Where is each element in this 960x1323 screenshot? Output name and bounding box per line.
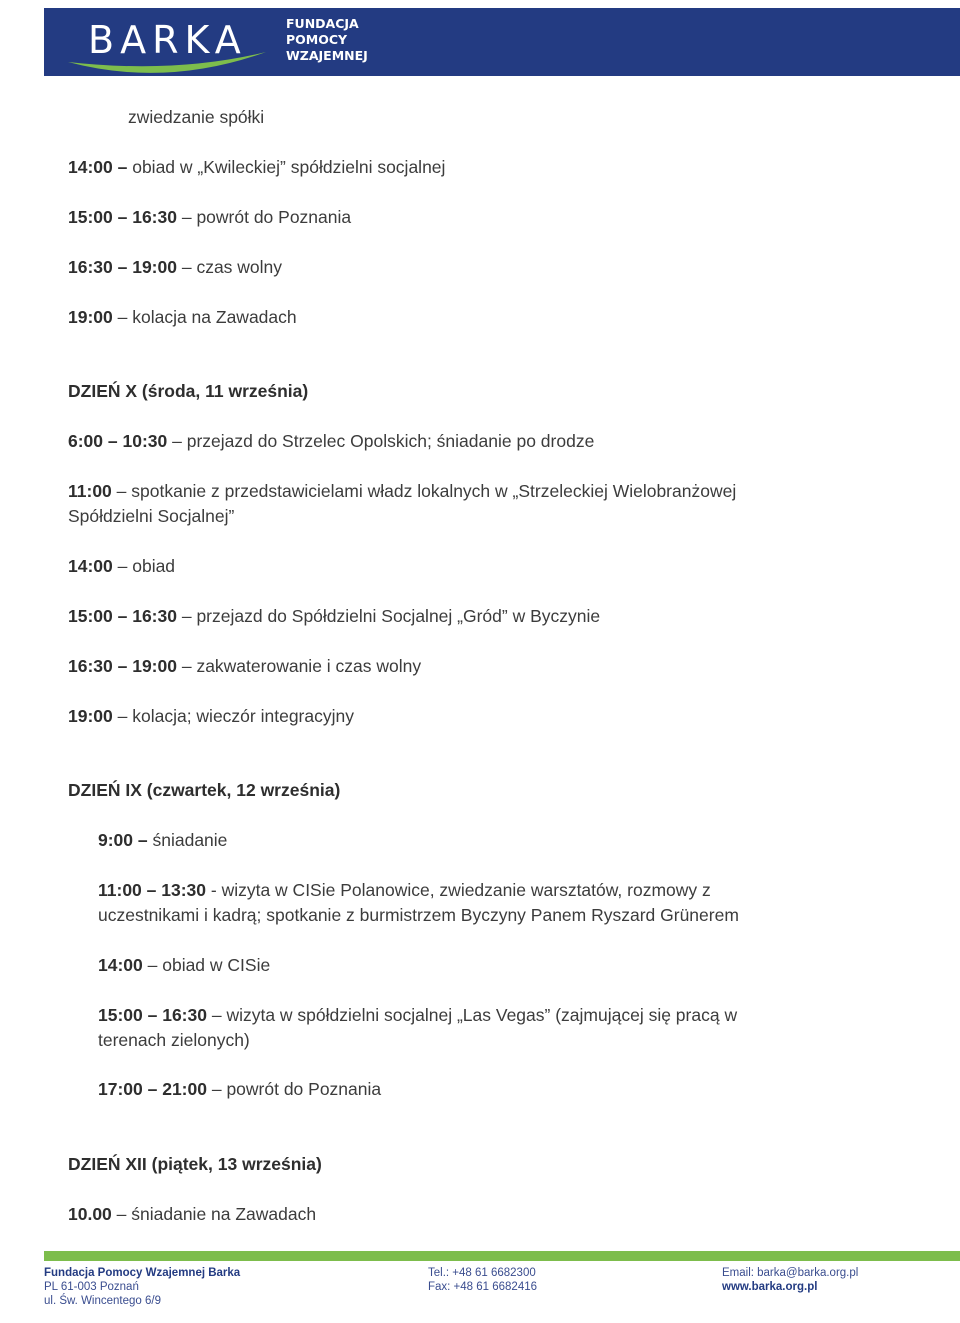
day-heading: DZIEŃ IX (czwartek, 12 września)	[68, 780, 341, 800]
schedule-item: 9:00 – śniadanie	[98, 830, 228, 850]
schedule-item: 10.00 – śniadanie na Zawadach	[68, 1204, 317, 1224]
schedule-item: 14:00 – obiad	[68, 556, 176, 576]
foundation-line-1: FUNDACJA	[286, 16, 359, 31]
footer-address-1: PL 61-003 Poznań	[44, 1281, 139, 1293]
barka-logo-text: BARKA	[88, 18, 247, 62]
schedule-item: 15:00 – 16:30 – przejazd do Spółdzielni Socjalnej „Gród” w Byczynie	[68, 606, 601, 626]
schedule-item: 19:00 – kolacja na Zawadach	[68, 307, 297, 327]
footer-address-2: ul. Św. Wincentego 6/9	[44, 1295, 161, 1307]
footer-fax: Fax: +48 61 6682416	[428, 1281, 538, 1293]
header-banner	[44, 8, 960, 76]
footer-website-link[interactable]: www.barka.org.pl	[722, 1281, 818, 1293]
schedule-item-continued: terenach zielonych)	[98, 1030, 250, 1050]
schedule-item: 15:00 – 16:30 – powrót do Poznania	[68, 207, 352, 227]
day-heading: DZIEŃ X (środa, 11 września)	[68, 381, 309, 401]
schedule-item: 11:00 – spotkanie z przedstawicielami władz lokalnych w „Strzeleckiej Wielobranżowej	[68, 481, 737, 501]
continuation-text: zwiedzanie spółki	[128, 107, 265, 127]
foundation-name	[286, 16, 368, 64]
schedule-item: 6:00 – 10:30 – przejazd do Strzelec Opolskich; śniadanie po drodze	[68, 431, 595, 451]
schedule-item: 11:00 – 13:30 - wizyta w CISie Polanowice, zwiedzanie warsztatów, rozmowy z	[98, 880, 711, 900]
schedule-item-continued: Spółdzielni Socjalnej”	[68, 506, 235, 526]
schedule-item: 16:30 – 19:00 – czas wolny	[68, 257, 283, 277]
footer-email[interactable]: Email: barka@barka.org.pl	[722, 1267, 859, 1279]
schedule-item: 15:00 – 16:30 – wizyta w spółdzielni socjalnej „Las Vegas” (zajmującej się pracą w	[98, 1005, 738, 1025]
day-heading: DZIEŃ XII (piątek, 13 września)	[68, 1154, 322, 1174]
schedule-item: 14:00 – obiad w „Kwileckiej” spółdzielni socjalnej	[68, 157, 446, 177]
foundation-line-2: POMOCY	[286, 32, 348, 47]
footer-org-name: Fundacja Pomocy Wzajemnej Barka	[44, 1267, 241, 1279]
schedule-item: 14:00 – obiad w CISie	[98, 955, 271, 975]
logo-swoosh-icon	[66, 44, 276, 84]
footer-divider	[44, 1251, 960, 1261]
schedule-item-continued: uczestnikami i kadrą; spotkanie z burmistrzem Byczyny Panem Ryszard Grünerem	[98, 905, 739, 925]
foundation-line-3: WZAJEMNEJ	[286, 48, 368, 63]
schedule-item: 19:00 – kolacja; wieczór integracyjny	[68, 706, 354, 726]
schedule-item: 17:00 – 21:00 – powrót do Poznania	[98, 1079, 382, 1099]
footer-tel: Tel.: +48 61 6682300	[428, 1267, 536, 1279]
schedule-item: 16:30 – 19:00 – zakwaterowanie i czas wolny	[68, 656, 422, 676]
